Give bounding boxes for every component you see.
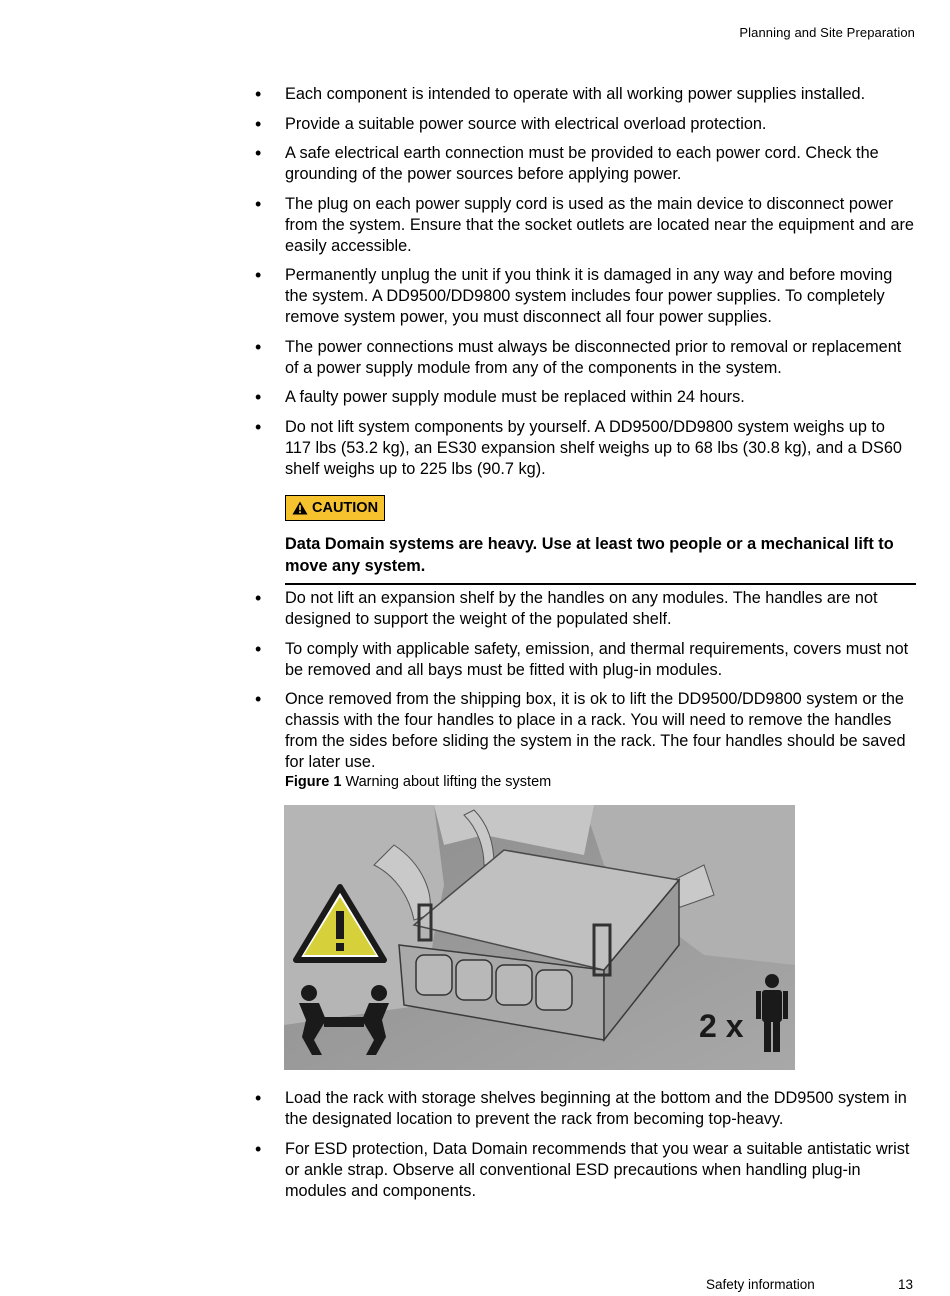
caution-notice bbox=[285, 495, 916, 585]
list-item: • To comply with applicable safety, emission, and thermal requirements, covers must not be removed and all bays must be fitted with plug-in modules. bbox=[255, 639, 915, 681]
list-item: • Permanently unplug the unit if you think it is damaged in any way and before moving the system. A DD9500/DD9800 system includes four power supplies. To completely remove system power, you must disconnect all four power supplies. bbox=[255, 265, 915, 328]
footer-section-title: Safety information bbox=[706, 1277, 815, 1292]
list-item: • The plug on each power supply cord is used as the main device to disconnect power from the system. Ensure that the socket outlets are located near the equipment and are easily accessible. bbox=[255, 194, 915, 257]
running-header: Planning and Site Preparation bbox=[739, 25, 915, 40]
people-count-text: 2 x bbox=[699, 1008, 744, 1044]
lifting-illustration bbox=[284, 805, 795, 1070]
list-item: • Provide a suitable power source with electrical overload protection. bbox=[255, 114, 915, 135]
page-number: 13 bbox=[897, 1277, 913, 1292]
list-item: • Do not lift an expansion shelf by the handles on any modules. The handles are not designed to support the weight of the populated shelf. bbox=[255, 588, 915, 630]
bullet-list-bottom bbox=[255, 1088, 915, 1210]
figure-label: Figure 1 bbox=[285, 774, 342, 790]
bullet-list-middle bbox=[255, 588, 915, 782]
list-item: • A faulty power supply module must be replaced within 24 hours. bbox=[255, 387, 915, 408]
list-item: • Each component is intended to operate with all working power supplies installed. bbox=[255, 84, 915, 105]
figure-caption-text: Warning about lifting the system bbox=[345, 774, 552, 790]
list-item: • A safe electrical earth connection must be provided to each power cord. Check the grounding of the power sources before applying power. bbox=[255, 143, 915, 185]
figure-caption bbox=[285, 774, 551, 790]
bullet-list-top bbox=[255, 84, 915, 488]
caution-badge bbox=[285, 495, 385, 521]
warning-triangle-icon bbox=[292, 501, 308, 515]
list-item: • The power connections must always be disconnected prior to removal or replacement of a power supply module from any of the components in the system. bbox=[255, 337, 915, 379]
lifting-warning-figure bbox=[284, 805, 795, 1070]
list-item: • For ESD protection, Data Domain recommends that you wear a suitable antistatic wrist or ankle strap. Observe all conventional ESD precautions when handling plug-in modules and components. bbox=[255, 1139, 915, 1202]
caution-text: Data Domain systems are heavy. Use at least two people or a mechanical lift to move any system. bbox=[285, 533, 916, 585]
caution-label: CAUTION bbox=[312, 500, 379, 516]
list-item: • Do not lift system components by yourself. A DD9500/DD9800 system weighs up to 117 lbs (53.2 kg), an ES30 expansion shelf weighs up to 68 lbs (30.8 kg), and a DS60 shelf weighs up to 225 lbs (90.7 kg). bbox=[255, 417, 915, 480]
list-item: • Once removed from the shipping box, it is ok to lift the DD9500/DD9800 system or the chassis with the four handles to place in a rack. You will need to remove the handles from the sides before sliding the system in the rack. The four handles should be saved for later use. bbox=[255, 689, 915, 773]
list-item: • Load the rack with storage shelves beginning at the bottom and the DD9500 system in the designated location to prevent the rack from becoming top-heavy. bbox=[255, 1088, 915, 1130]
